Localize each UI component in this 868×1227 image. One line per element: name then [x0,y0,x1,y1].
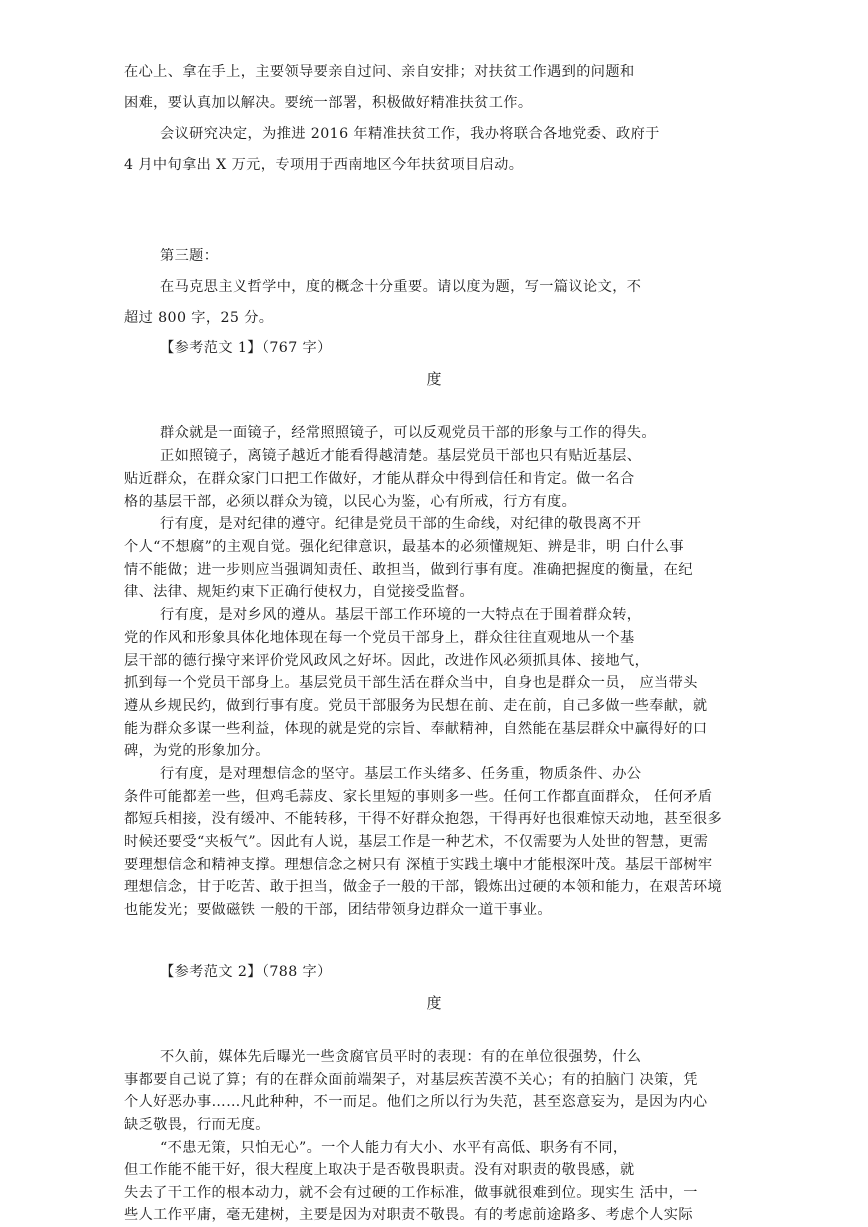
essay-line: 不久前，媒体先后曝光一些贪腐官员平时的表现：有的在单位很强势，什么 [160,1049,642,1065]
essay-line: 都短兵相接，没有缓冲、不能转移，干得不好群众抱怨，干得再好也很难惊天动地，甚至很多 [124,811,723,827]
essay-line: 行有度，是对乡风的遵从。基层干部工作环境的一大特点在于围着群众转， [160,607,642,623]
essay-line: 但工作能不能干好，很大程度上取决于是否敬畏职责。没有对职责的敬畏感，就 [124,1162,635,1178]
essay-line: 事都要自己说了算；有的在群众面前端架子，对基层疾苦漠不关心；有的拍脑门 决策，凭 [124,1072,698,1088]
essay-line: 行有度，是对纪律的遵守。纪律是党员干部的生命线，对纪律的敬畏离不开 [160,516,642,532]
essay-line: 条件可能都差一些，但鸡毛蒜皮、家长里短的事则多一些。任何工作都直面群众， 任何矛盾 [124,789,713,805]
essay-title: 度 [426,994,442,1012]
essay-line: 群众就是一面镜子，经常照照镜子，可以反观党员干部的形象与工作的得失。 [160,425,656,441]
body-text-line: 会议研究决定，为推进 2016 年精准扶贫工作，我办将联合各地党委、政府于 [160,126,660,142]
body-text-line: 困难，要认真加以解决。要统一部署，积极做好精准扶贫工作。 [124,95,533,111]
essay-line: 党的作风和形象具体化地体现在每一个党员干部身上，群众往往直观地从一个基 [124,630,635,646]
essay-line: 个人好恶办事……凡此种种，不一而足。他们之所以行为失范，甚至恣意妄为，是因为内心 [124,1094,708,1110]
essay-line: 遵从乡规民约，做到行事有度。党员干部服务为民想在前、走在前，自己多做一些奉献，就 [124,698,708,714]
essay-title: 度 [426,370,442,388]
question-label: 第三题： [160,248,219,264]
essay-heading: 【参考范文 2】（788 字） [160,964,332,980]
essay-line: 格的基层干部，必须以群众为镜，以民心为鉴，心有所戒，行方有度。 [124,494,577,510]
body-text-line: 在心上、拿在手上，主要领导要亲自过问、亲自安排；对扶贫工作遇到的问题和 [124,64,635,80]
question-text-line: 在马克思主义哲学中，度的概念十分重要。请以度为题，写一篇议论文，不 [160,279,642,295]
essay-line: “不患无策，只怕无心”。一个人能力有大小、水平有高低、职务有不同， [160,1140,628,1156]
essay-line: 律、法律、规矩约束下正确行使权力，自觉接受监督。 [124,584,475,600]
essay-line: 些人工作平庸，毫无建树，主要是因为对职责不敬畏。有的考虑前途路多、考虑个人实际 [124,1207,693,1223]
essay-heading: 【参考范文 1】（767 字） [160,340,332,356]
essay-line: 也能发光；要做磁铁 一般的干部，团结带领身边群众一道干事业。 [124,902,552,918]
essay-line: 贴近群众，在群众家门口把工作做好，才能从群众中得到信任和肯定。做一名合 [124,471,635,487]
essay-line: 缺乏敬畏，行而无度。 [124,1117,270,1133]
essay-line: 正如照镜子，离镜子越近才能看得越清楚。基层党员干部也只有贴近基层、 [160,448,642,464]
essay-line: 层干部的德行操守来评价党风政风之好坏。因此，改进作风必须抓具体、接地气， [124,653,650,669]
essay-line: 要理想信念和精神支撑。理想信念之树只有 深植于实践土壤中才能根深叶茂。基层干部树牢 [124,857,713,873]
essay-line: 碑，为党的形象加分。 [124,743,270,759]
essay-line: 时候还要受“夹板气”。因此有人说，基层工作是一种艺术，不仅需要为人处世的智慧，更需 [124,834,709,850]
essay-line: 失去了干工作的根本动力，就不会有过硬的工作标准，做事就很难到位。现实生 活中，一 [124,1185,698,1201]
essay-line: 理想信念，甘于吃苦、敢于担当，做金子一般的干部，锻炼出过硬的本领和能力，在艰苦环境 [124,879,723,895]
essay-line: 情不能做；进一步则应当强调知责任、敢担当，做到行事有度。准确把握度的衡量，在纪 [124,562,693,578]
essay-line: 个人“不想腐”的主观自觉。强化纪律意识，最基本的必须懂规矩、辨是非，明 白什么事 [124,539,684,555]
essay-line: 能为群众多谋一些利益，体现的就是党的宗旨、奉献精神，自然能在基层群众中赢得好的口 [124,721,708,737]
essay-line: 行有度，是对理想信念的坚守。基层工作头绪多、任务重，物质条件、办公 [160,766,642,782]
essay-line: 抓到每一个党员干部身上。基层党员干部生活在群众当中，自身也是群众一员， 应当带头 [124,675,698,691]
body-text-line: 4 月中旬拿出 X 万元，专项用于西南地区今年扶贫项目启动。 [124,157,524,173]
question-text-line: 超过 800 字，25 分。 [124,310,274,326]
